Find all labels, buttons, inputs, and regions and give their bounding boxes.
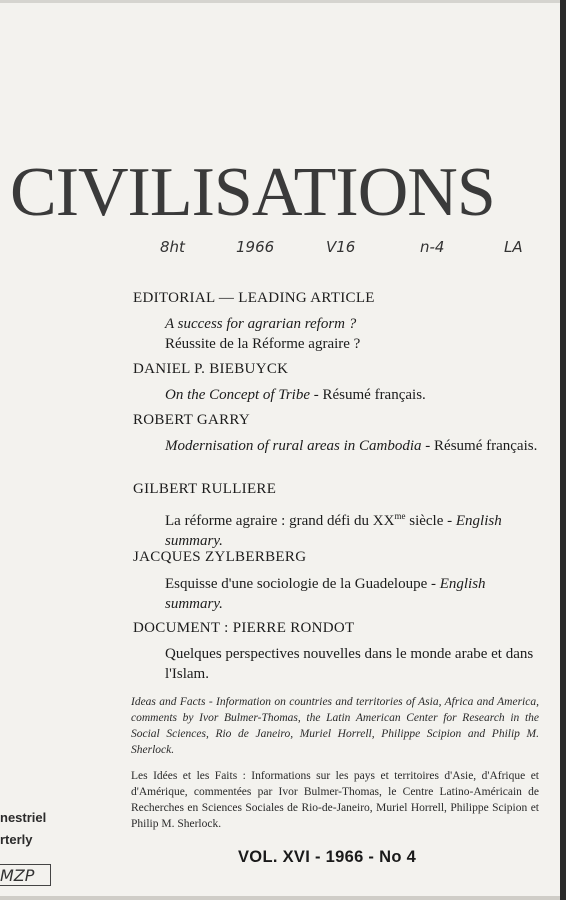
side-label: rterly xyxy=(0,832,33,847)
toc-entry-heading: DANIEL P. BIEBUYCK xyxy=(133,361,289,377)
ideas-and-facts-english: Ideas and Facts - Information on countries and territories of Asia, Africa and America, comments by Ivor Bulmer-Thomas, the Latin American Center for Research in the Social Sciences, Rio de Janeiro, Muriel Horrell, Philippe Scipion and Philip M. Sherlock. xyxy=(131,696,539,756)
toc-entry-text: Quelques perspectives nouvelles dans le monde arabe et dans l'Islam. xyxy=(165,646,534,682)
handwritten-note: V16 xyxy=(326,238,356,256)
handwritten-note: n-4 xyxy=(420,238,445,256)
toc-entry-text: On the Concept of Tribe - Résumé français. xyxy=(165,387,426,403)
toc-entry-heading: JACQUES ZYLBERBERG xyxy=(133,549,307,565)
ideas-and-facts-french: Les Idées et les Faits : Informations sur les pays et territoires d'Asie, d'Afrique et d'Amérique, commentées par Ivor Bulmer-Thomas, le Centre Latino-Américain de Recherches en Sciences Sociales de Rio-de-Janeiro, Muriel Horrell, Philippe Scipion et Philip M. Sherlock. xyxy=(131,770,539,830)
handwritten-note: 8ht xyxy=(160,238,185,256)
side-label: nestriel xyxy=(0,810,47,825)
volume-issue: VOL. XVI - 1966 - No 4 xyxy=(238,848,417,866)
toc-entry-text: Esquisse d'une sociologie de la Guadeloupe - English summary. xyxy=(165,576,486,612)
toc-entry-text: Réussite de la Réforme agraire ? xyxy=(165,336,361,352)
handwritten-mark: MZP xyxy=(0,866,35,885)
toc-entry-text: A success for agrarian reform ? xyxy=(165,316,357,332)
toc-entry-heading: EDITORIAL — LEADING ARTICLE xyxy=(133,290,375,306)
handwritten-note: 1966 xyxy=(236,238,275,256)
toc-entry-heading: ROBERT GARRY xyxy=(133,412,251,428)
binding-spine xyxy=(560,0,566,900)
page-top-edge xyxy=(0,0,560,3)
toc-entry-heading: DOCUMENT : PIERRE RONDOT xyxy=(133,620,355,636)
toc-entry-heading: GILBERT RULLIERE xyxy=(133,481,277,497)
toc-entry-text: Modernisation of rural areas in Cambodia - Résumé français. xyxy=(165,438,538,454)
handwritten-note: LA xyxy=(504,238,523,256)
journal-title: CIVILISATIONS xyxy=(10,154,495,231)
toc-entry-text: La réforme agraire : grand défi du $XX^{me}$ siècle - English summary. xyxy=(165,511,502,549)
page-bottom-edge xyxy=(0,896,560,900)
